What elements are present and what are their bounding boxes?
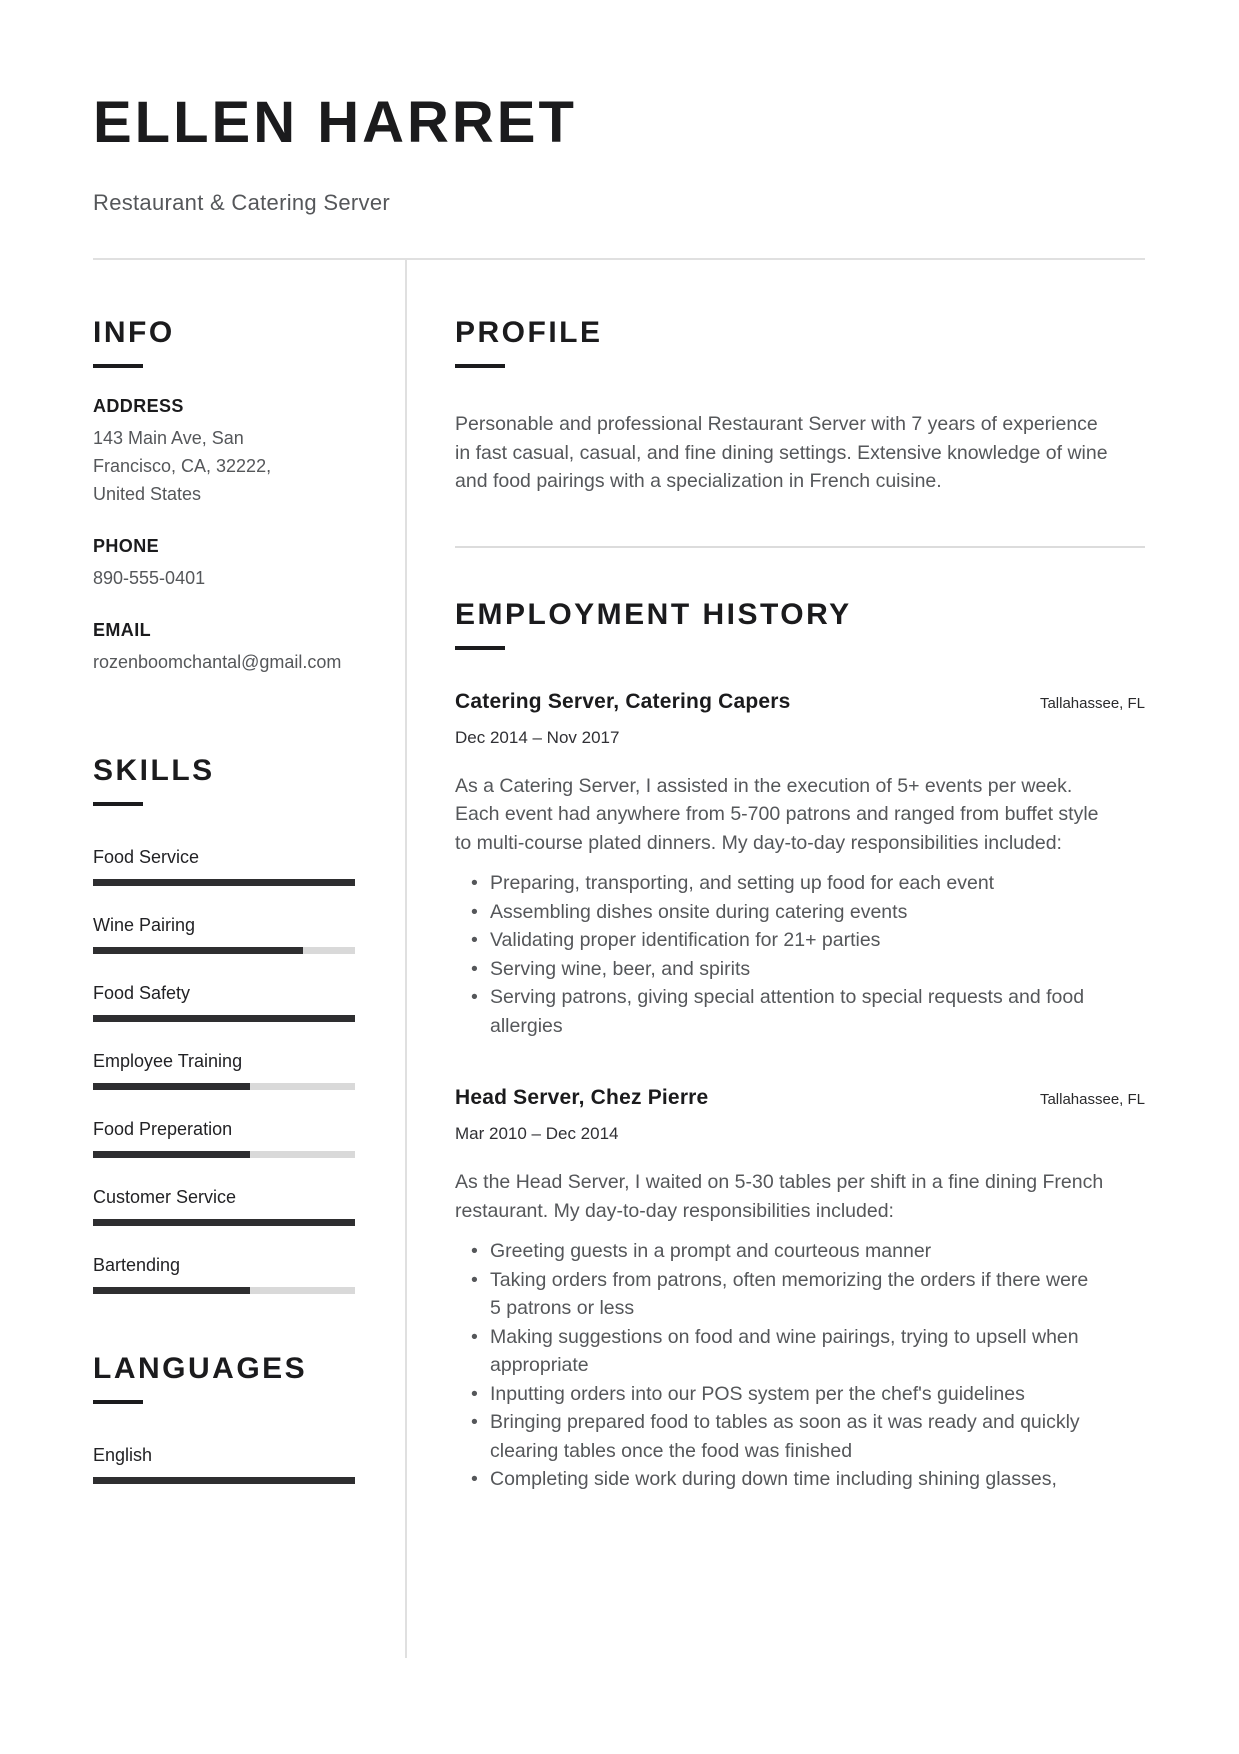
job-bullet: • Serving wine, beer, and spirits xyxy=(455,955,1095,984)
job-title: Head Server, Chez Pierre xyxy=(455,1086,709,1109)
job-bullet: • Completing side work during down time including shining glasses, xyxy=(455,1465,1095,1494)
skill-item xyxy=(93,914,355,954)
job-bullet-list xyxy=(455,1237,1145,1494)
job-dates: Dec 2014 – Nov 2017 xyxy=(455,727,620,747)
phone-label: PHONE xyxy=(93,536,160,556)
skill-item xyxy=(93,846,355,886)
skill-label: Bartending xyxy=(93,1255,181,1275)
job-bullet: • Greeting guests in a prompt and courteous manner xyxy=(455,1237,1095,1266)
skill-label: Customer Service xyxy=(93,1187,237,1207)
phone-value: 890-555-0401 xyxy=(93,568,206,588)
skill-label: Employee Training xyxy=(93,1051,243,1071)
languages-list xyxy=(93,1444,355,1484)
job-location: Tallahassee, FL xyxy=(1039,694,1145,712)
resume-header xyxy=(93,88,1145,216)
address-line: 143 Main Ave, San xyxy=(93,428,244,448)
language-bar-fill xyxy=(93,1477,355,1484)
job-bullet: • Making suggestions on food and wine pairings, trying to upsell when appropriate xyxy=(455,1323,1095,1380)
skill-item xyxy=(93,1254,355,1294)
job-bullet: • Taking orders from patrons, often memorizing the orders if there were 5 patrons or less xyxy=(455,1266,1095,1323)
job-dates: Mar 2010 – Dec 2014 xyxy=(455,1124,619,1143)
skills-section xyxy=(93,754,355,1294)
person-job-title: Restaurant & Catering Server xyxy=(93,190,390,215)
job-entry xyxy=(455,1086,1145,1494)
job-location: Tallahassee, FL xyxy=(1039,1091,1145,1108)
heading-rule xyxy=(93,364,143,368)
job-entry xyxy=(455,690,1145,1041)
person-name: ELLEN HARRET xyxy=(93,90,577,155)
address-line: Francisco, CA, 32222, xyxy=(93,456,272,476)
skill-bar xyxy=(93,947,355,954)
skill-bar xyxy=(93,1219,355,1226)
email-value: rozenboomchantal@gmail.com xyxy=(93,652,342,672)
profile-heading: PROFILE xyxy=(455,316,603,349)
job-title: Catering Server, Catering Capers xyxy=(455,689,791,713)
skill-bar-fill xyxy=(93,1219,355,1226)
skill-bar-fill xyxy=(93,1083,250,1090)
skill-bar-fill xyxy=(93,1151,250,1158)
job-bullet: • Bringing prepared food to tables as soon as it was ready and quickly clearing tables once the food was finished xyxy=(455,1408,1095,1465)
skill-bar xyxy=(93,1287,355,1294)
sidebar xyxy=(93,260,405,1658)
heading-rule xyxy=(455,364,505,368)
info-section xyxy=(93,316,355,676)
job-bullet: • Inputting orders into our POS system per the chef's guidelines xyxy=(455,1380,1095,1409)
address-field xyxy=(93,396,355,508)
skill-label: Food Service xyxy=(93,847,200,867)
skill-bar-fill xyxy=(93,947,303,954)
skill-bar xyxy=(93,1015,355,1022)
job-bullet: • Preparing, transporting, and setting up food for each event xyxy=(455,869,1095,898)
employment-heading: EMPLOYMENT HISTORY xyxy=(455,597,852,631)
job-bullet: • Assembling dishes onsite during catering events xyxy=(455,898,1095,927)
heading-rule xyxy=(93,802,143,806)
content-columns xyxy=(93,260,1145,1658)
job-bullet: • Validating proper identification for 21+ parties xyxy=(455,926,1095,955)
language-bar xyxy=(93,1477,355,1484)
skill-bar xyxy=(93,879,355,886)
phone-field xyxy=(93,536,355,592)
language-item xyxy=(93,1444,355,1484)
skill-bar-fill xyxy=(93,879,355,886)
skills-heading: SKILLS xyxy=(93,754,215,787)
skill-bar-fill xyxy=(93,1287,250,1294)
skill-bar xyxy=(93,1083,355,1090)
job-description: As the Head Server, I waited on 5-30 tables per shift in a fine dining French restaurant. My day-to-day responsibilities included: xyxy=(455,1171,1104,1222)
skill-item xyxy=(93,1050,355,1090)
skill-bar-fill xyxy=(93,1015,355,1022)
languages-heading: LANGUAGES xyxy=(93,1352,308,1385)
section-divider xyxy=(455,546,1145,548)
skill-item xyxy=(93,1118,355,1158)
skill-item xyxy=(93,1186,355,1226)
job-bullet: • Serving patrons, giving special attention to special requests and food allergies xyxy=(455,983,1095,1040)
address-line: United States xyxy=(93,484,202,504)
heading-rule xyxy=(455,646,505,650)
job-bullet-list xyxy=(455,869,1145,1040)
email-label: EMAIL xyxy=(93,620,151,640)
heading-rule xyxy=(93,1400,143,1404)
info-heading: INFO xyxy=(93,316,175,349)
skill-label: Wine Pairing xyxy=(93,915,196,935)
skill-item xyxy=(93,982,355,1022)
job-header xyxy=(455,690,1145,714)
languages-section xyxy=(93,1352,355,1484)
employment-section xyxy=(455,598,1145,1494)
email-field xyxy=(93,620,355,676)
skills-list xyxy=(93,846,355,1294)
profile-section xyxy=(455,316,1145,496)
job-description: As a Catering Server, I assisted in the execution of 5+ events per week. Each event had anywhere from 5-700 patrons and ranged from buffet style to multi-course plated dinners. My day-to-day responsibilities included: xyxy=(455,774,1099,854)
job-header xyxy=(455,1086,1145,1110)
skill-label: Food Safety xyxy=(93,983,191,1003)
profile-paragraph: Personable and professional Restaurant Server with 7 years of experience in fast casual, casual, and fine dining settings. Extensive knowledge of wine and food pairings with a specialization in French cuisine. xyxy=(455,413,1108,492)
skill-label: Food Preperation xyxy=(93,1119,233,1139)
address-label: ADDRESS xyxy=(93,396,184,416)
language-label: English xyxy=(93,1445,153,1465)
main-column xyxy=(405,260,1145,1658)
skill-bar xyxy=(93,1151,355,1158)
